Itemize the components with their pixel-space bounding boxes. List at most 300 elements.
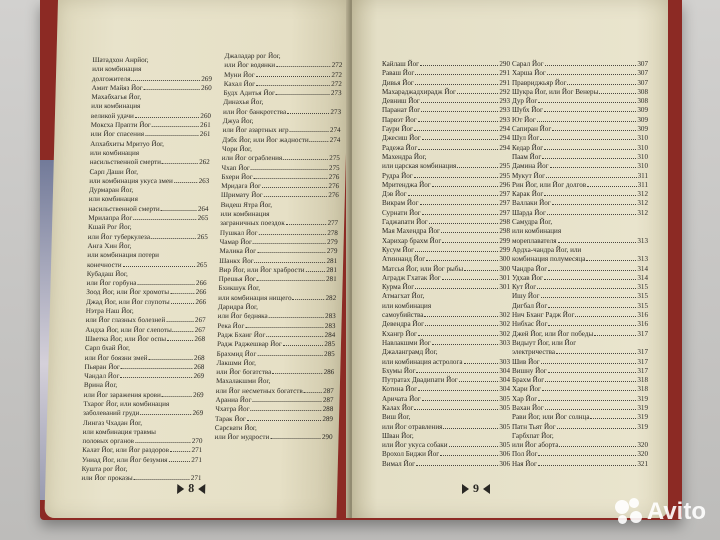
contents-entry — [85, 326, 205, 335]
contents-entry — [82, 446, 202, 455]
contents-entry — [382, 227, 510, 236]
dot-leader — [546, 177, 637, 178]
dot-leader — [283, 345, 324, 346]
entry-page-number: 271 — [191, 455, 203, 464]
contents-entry: или комбинация — [89, 148, 140, 157]
contents-entry — [382, 190, 510, 199]
contents-entry — [216, 368, 334, 377]
entry-title: Сарал Йог — [512, 60, 544, 68]
contents-entry — [382, 69, 510, 78]
contents-entry — [512, 190, 648, 199]
dot-leader — [541, 297, 637, 298]
contents-entry: Нэтра Наш Йог, — [85, 307, 134, 316]
entry-page-number: 277 — [327, 219, 339, 228]
entry-page-number: 295 — [499, 171, 510, 180]
dot-leader — [544, 111, 637, 112]
contents-entry — [88, 214, 208, 223]
entry-page-number: 274 — [329, 135, 341, 144]
dot-leader — [272, 373, 322, 374]
entry-page-number: 312 — [637, 190, 648, 199]
entry-page-number: 305 — [499, 394, 510, 403]
entry-page-number: 267 — [194, 325, 206, 334]
contents-entry — [512, 395, 648, 404]
entry-page-number: 260 — [200, 111, 212, 120]
contents-entry: Ардха-чандра Йог, или — [512, 245, 582, 254]
entry-title: Шанкх Йог — [219, 256, 254, 265]
entry-title: Рави Йог, или Йог солнца — [512, 413, 590, 422]
contents-entry — [382, 209, 510, 218]
contents-entry — [219, 275, 337, 284]
entry-page-number: 281 — [325, 275, 337, 284]
entry-title: Радежа Йог — [382, 143, 418, 152]
contents-entry — [382, 97, 510, 106]
right-page-column-1 — [382, 60, 510, 469]
entry-title: или царская комбинация — [382, 162, 457, 171]
dot-leader — [425, 325, 498, 326]
contents-entry — [382, 395, 510, 404]
entry-title: Пушкал Йог — [219, 228, 258, 237]
entry-title: или Йог ограбления — [221, 154, 283, 163]
entry-page-number: 284 — [324, 330, 336, 339]
entry-title: Кайлаш Йог — [382, 60, 420, 68]
entry-title: или Йог спасения — [90, 130, 145, 139]
entry-page-number: 276 — [328, 182, 340, 191]
entry-page-number: 265 — [196, 260, 208, 269]
entry-title: Курма Йог — [382, 283, 415, 292]
entry-page-number: 276 — [328, 191, 339, 200]
contents-entry — [382, 423, 510, 432]
dot-leader — [424, 316, 498, 317]
entry-title: Араниа Йог — [215, 395, 252, 404]
contents-entry — [512, 97, 648, 106]
dot-leader — [269, 317, 324, 318]
entry-title: или комбинация укуса змеи — [89, 176, 173, 185]
entry-page-number: 299 — [499, 236, 510, 245]
entry-page-number: 285 — [324, 340, 336, 349]
entry-title: Мая Махендра Йог — [382, 227, 440, 236]
dot-leader — [245, 327, 324, 328]
contents-entry — [512, 460, 648, 469]
contents-entry — [512, 209, 648, 218]
entry-page-number: 289 — [322, 414, 334, 423]
contents-entry — [382, 255, 510, 264]
contents-entry — [214, 433, 332, 442]
entry-title: или Йог туберкулеза — [87, 232, 151, 241]
dot-leader — [255, 262, 326, 263]
entry-title: Хари Йог — [512, 385, 541, 394]
contents-entry — [512, 330, 648, 339]
contents-entry — [86, 298, 206, 307]
dot-leader — [421, 102, 499, 103]
contents-entry: Атмагхат Йог, — [382, 292, 425, 301]
entry-page-number: 312 — [637, 208, 648, 217]
contents-entry — [217, 340, 335, 349]
contents-entry — [382, 441, 510, 450]
entry-page-number: 262 — [199, 158, 210, 167]
contents-entry: Махабхагья Йог, — [91, 93, 142, 102]
entry-title: Амит Майяз Йог — [91, 83, 143, 92]
entry-page-number: 304 — [499, 366, 510, 375]
entry-page-number: 318 — [637, 376, 648, 385]
contents-entry: или комбинация травмы — [82, 427, 157, 436]
entry-title: Матсья Йог, или Йог рыбы — [382, 264, 464, 273]
dot-leader — [542, 390, 636, 391]
entry-page-number: 315 — [637, 301, 648, 310]
entry-page-number: 318 — [637, 385, 648, 394]
contents-entry: или комбинация — [512, 227, 562, 236]
dot-leader — [415, 84, 499, 85]
entry-title: Кут Йог — [512, 283, 537, 292]
contents-entry — [512, 69, 648, 78]
contents-entry: Чори Йог, — [221, 144, 253, 153]
dot-leader — [416, 465, 498, 466]
entry-page-number: 313 — [637, 255, 648, 264]
dot-leader — [422, 214, 499, 215]
contents-entry — [382, 330, 510, 339]
entry-title: Парвэт Йог — [382, 115, 417, 124]
entry-title: Аградж Гхатак Йог — [382, 273, 441, 282]
entry-page-number: 272 — [331, 79, 342, 88]
contents-entry — [512, 413, 648, 422]
dot-leader — [253, 243, 326, 244]
entry-title: Вир Йог, или Йог храбрости — [218, 265, 305, 274]
contents-entry: Видыут Йог, или Йог — [512, 338, 577, 347]
contents-entry — [382, 385, 510, 394]
left-page-number — [177, 481, 205, 496]
entry-page-number: 279 — [326, 247, 338, 256]
contents-entry — [512, 79, 648, 88]
right-page-number — [462, 481, 490, 496]
dot-leader — [545, 409, 637, 410]
entry-title: Навлакшми Йог — [382, 338, 431, 347]
contents-entry — [218, 294, 336, 303]
contents-entry — [512, 181, 648, 190]
dot-leader — [594, 335, 636, 336]
dot-leader — [135, 442, 191, 443]
entry-page-number: 281 — [326, 265, 338, 274]
contents-entry — [223, 89, 341, 98]
entry-title: самоубийства — [382, 311, 424, 320]
entry-page-number: 288 — [322, 405, 334, 414]
dot-leader — [538, 455, 636, 456]
entry-title: или Йог укуса собаки — [382, 441, 448, 450]
contents-entry — [512, 385, 648, 394]
dot-leader — [286, 224, 327, 225]
entry-page-number: 302 — [499, 329, 510, 338]
contents-entry — [224, 80, 342, 89]
dot-leader — [420, 204, 499, 205]
entry-page-number: 316 — [637, 320, 648, 329]
entry-title: Ишу Йог — [512, 292, 540, 301]
contents-entry — [382, 311, 510, 320]
dot-leader — [457, 93, 498, 94]
dot-leader — [440, 455, 498, 456]
page-number-ornament-icon — [177, 484, 184, 494]
entry-title: Шукра Йог, или Йог Венеры — [512, 87, 599, 96]
dot-leader — [542, 158, 636, 159]
entry-page-number: 265 — [197, 232, 208, 241]
dot-leader — [552, 204, 637, 205]
dot-leader — [414, 409, 498, 410]
dot-leader — [443, 428, 498, 429]
entry-title: Река Йог — [217, 321, 245, 330]
entry-title: Джад Йог, или Йог глупоты — [85, 297, 170, 306]
dot-leader — [442, 279, 499, 280]
entry-page-number: 267 — [194, 316, 206, 325]
entry-page-number: 269 — [192, 409, 204, 418]
entry-page-number: 305 — [499, 403, 510, 412]
dot-leader — [421, 111, 498, 112]
contents-entry — [83, 409, 203, 418]
contents-entry — [382, 246, 510, 255]
contents-entry: Тхарог Йог, или комбинация — [83, 399, 170, 408]
entry-page-number: 315 — [637, 292, 648, 301]
entry-title: половых органов — [82, 437, 135, 446]
entry-page-number: 291 — [499, 78, 510, 87]
contents-entry — [382, 265, 510, 274]
contents-entry — [220, 219, 338, 228]
entry-title: Шубх Йог — [512, 106, 543, 115]
contents-entry — [512, 274, 648, 283]
right-page-column-2 — [512, 60, 648, 469]
contents-entry — [84, 391, 204, 400]
entry-title: Кусум Йог — [382, 245, 415, 254]
dot-leader — [415, 288, 498, 289]
dot-leader — [575, 316, 636, 317]
dot-leader — [264, 196, 328, 197]
contents-entry — [382, 88, 510, 97]
entry-page-number: 314 — [637, 264, 648, 273]
dot-leader — [418, 335, 498, 336]
entry-page-number: 319 — [637, 413, 648, 422]
entry-page-number: 307 — [637, 60, 648, 68]
page-number-text: 8 — [188, 481, 195, 495]
contents-entry — [512, 255, 648, 264]
entry-title: Харша Йог — [512, 69, 546, 78]
entry-page-number: 316 — [637, 311, 648, 320]
contents-entry — [219, 257, 337, 266]
entry-page-number: 273 — [330, 89, 342, 98]
contents-entry: или комбинация — [220, 210, 270, 219]
entry-page-number: 271 — [191, 446, 203, 455]
entry-title: Мукут Йог — [512, 171, 546, 180]
dot-leader — [459, 381, 499, 382]
contents-entry — [92, 75, 212, 84]
contents-entry — [217, 322, 335, 331]
entry-page-number: 305 — [499, 422, 510, 431]
contents-entry: Врина Йог, — [83, 381, 118, 390]
entry-title: или Йог проказы — [81, 474, 133, 483]
entry-title: Чхап Йог — [221, 163, 250, 172]
contents-entry — [512, 153, 648, 162]
entry-page-number: 301 — [499, 273, 510, 282]
contents-entry — [382, 320, 510, 329]
dot-leader — [135, 117, 199, 118]
entry-page-number: 264 — [197, 204, 209, 213]
contents-entry — [382, 125, 510, 134]
entry-page-number: 308 — [637, 97, 648, 106]
dot-leader — [161, 210, 197, 211]
contents-entry — [86, 288, 206, 297]
entry-title: Карак Йог — [512, 190, 544, 199]
contents-entry — [512, 172, 648, 181]
dot-leader — [550, 167, 637, 168]
contents-entry — [382, 106, 510, 115]
dot-leader — [422, 400, 499, 401]
entry-page-number: 292 — [499, 87, 510, 96]
dot-leader — [152, 126, 199, 127]
entry-title: Паам Йог — [512, 152, 542, 161]
dot-leader — [586, 260, 636, 261]
entry-title: Будх Адитья Йог — [223, 89, 276, 98]
entry-page-number: 294 — [499, 125, 510, 134]
dot-leader — [252, 401, 321, 402]
contents-entry — [512, 237, 648, 246]
contents-entry: Динахья Йог, — [223, 98, 264, 107]
entry-page-number: 320 — [637, 441, 648, 450]
dot-leader — [449, 446, 499, 447]
entry-title: Шив Йог — [512, 357, 540, 366]
dot-leader — [257, 252, 326, 253]
entry-page-number: 317 — [637, 348, 648, 357]
contents-entry: Сарп Даши Йог, — [89, 167, 139, 176]
entry-page-number: 299 — [499, 245, 510, 254]
dot-leader — [276, 66, 331, 67]
contents-entry — [224, 71, 342, 80]
entry-title: Мридага Йог — [221, 182, 262, 191]
entry-title: долгожителя — [91, 74, 131, 83]
dot-leader — [174, 182, 198, 183]
contents-entry — [382, 367, 510, 376]
entry-title: Брахм Йог — [512, 376, 545, 385]
dot-leader — [599, 93, 636, 94]
entry-title: Дэв Йог — [382, 190, 407, 199]
dot-leader — [426, 260, 498, 261]
entry-title: Девендра Йог — [382, 320, 424, 329]
dot-leader — [133, 219, 196, 220]
entry-page-number: 298 — [499, 227, 510, 236]
entry-title: Униад Йог, или Йог безумия — [81, 455, 168, 464]
contents-entry: Виш Йог, — [382, 413, 411, 422]
dot-leader — [257, 280, 325, 281]
entry-page-number: 278 — [327, 228, 339, 237]
dot-leader — [310, 141, 329, 142]
entry-title: Правриджьяр Йог — [512, 78, 567, 87]
entry-page-number: 301 — [499, 283, 510, 292]
dot-leader — [145, 135, 199, 136]
entry-title: Удхав Йог — [512, 273, 543, 282]
dot-leader — [121, 368, 193, 369]
entry-page-number: 266 — [195, 288, 207, 297]
entry-page-number: 304 — [499, 376, 510, 385]
dot-leader — [251, 169, 328, 170]
dot-leader — [270, 438, 321, 439]
entry-title: Чхатра Йог — [215, 405, 250, 414]
entry-title: или Йог богатства — [216, 368, 272, 377]
dot-leader — [276, 94, 330, 95]
dot-leader — [557, 428, 637, 429]
entry-title: Дамина Йог — [512, 162, 549, 171]
dot-leader — [408, 195, 499, 196]
entry-title: Кедар Йог — [512, 143, 544, 152]
contents-entry — [512, 116, 648, 125]
dot-leader — [262, 187, 328, 188]
contents-entry — [382, 162, 510, 171]
entry-page-number: 276 — [328, 172, 340, 181]
dot-leader — [548, 325, 636, 326]
entry-page-number: 263 — [198, 176, 210, 185]
entry-title: Малика Йог — [219, 247, 257, 256]
dot-leader — [258, 234, 326, 235]
dot-leader — [140, 414, 191, 415]
contents-entry: или комбинация — [92, 65, 142, 74]
contents-entry — [512, 60, 648, 69]
contents-entry — [512, 134, 648, 143]
entry-title: Шветка Йог, или Йог оспы — [85, 334, 167, 343]
entry-page-number: 274 — [329, 126, 341, 135]
contents-entry — [222, 154, 340, 163]
entry-title: Рин Йог, или Йог долгов — [512, 180, 587, 189]
dot-leader — [537, 288, 636, 289]
entry-page-number: 281 — [326, 256, 338, 265]
page-number-ornament-icon — [198, 484, 205, 494]
entry-title: заграничных поездок — [220, 219, 285, 228]
dot-leader — [266, 336, 323, 337]
entry-title: Тарак Йог — [214, 414, 246, 423]
contents-entry — [382, 144, 510, 153]
entry-title: Врохол Биджи Йог — [382, 450, 440, 459]
entry-title: или Йог водянки — [224, 61, 276, 70]
entry-title: Харихар брахм Йог — [382, 236, 442, 245]
entry-page-number: 310 — [637, 143, 648, 152]
contents-entry — [382, 199, 510, 208]
entry-page-number: 313 — [637, 236, 648, 245]
entry-title: или комбинация нищего — [218, 293, 292, 302]
dot-leader — [587, 186, 636, 187]
contents-entry: Кшай Рог Йог, — [87, 223, 132, 232]
entry-page-number: 309 — [637, 125, 648, 134]
dot-leader — [414, 177, 499, 178]
dot-leader — [415, 74, 498, 75]
dot-leader — [293, 299, 325, 300]
contents-entry — [82, 456, 202, 465]
dot-leader — [120, 377, 192, 378]
entry-title: или Йог азартных игр — [222, 126, 289, 135]
entry-title: Шул Йог — [512, 134, 540, 143]
dot-leader — [250, 410, 321, 411]
dot-leader — [544, 149, 636, 150]
contents-entry — [382, 237, 510, 246]
entry-page-number: 317 — [637, 357, 648, 366]
avito-logo-icon — [615, 498, 643, 526]
contents-entry: Видеш Ятра Йог, — [220, 200, 273, 209]
contents-entry: Джаладар рог Йог, — [224, 52, 281, 60]
dot-leader — [256, 85, 330, 86]
contents-entry — [512, 320, 648, 329]
dot-leader — [545, 381, 636, 382]
contents-entry — [91, 112, 211, 121]
entry-title: или Йог бедняка — [217, 312, 268, 321]
entry-title: или Йог мудрости — [214, 433, 270, 442]
contents-entry — [88, 205, 208, 214]
entry-title: или Йог аборта — [512, 441, 559, 450]
contents-entry: Махалакшми Йог, — [215, 377, 271, 386]
contents-entry — [217, 350, 335, 359]
entry-title: Гаджапати Йог — [382, 218, 428, 227]
entry-title: Джей Йог, или Йог победы — [512, 329, 594, 338]
contents-entry: Лингаз Чхадан Йог, — [82, 418, 143, 427]
entry-title: Вимал Йог — [382, 459, 416, 468]
